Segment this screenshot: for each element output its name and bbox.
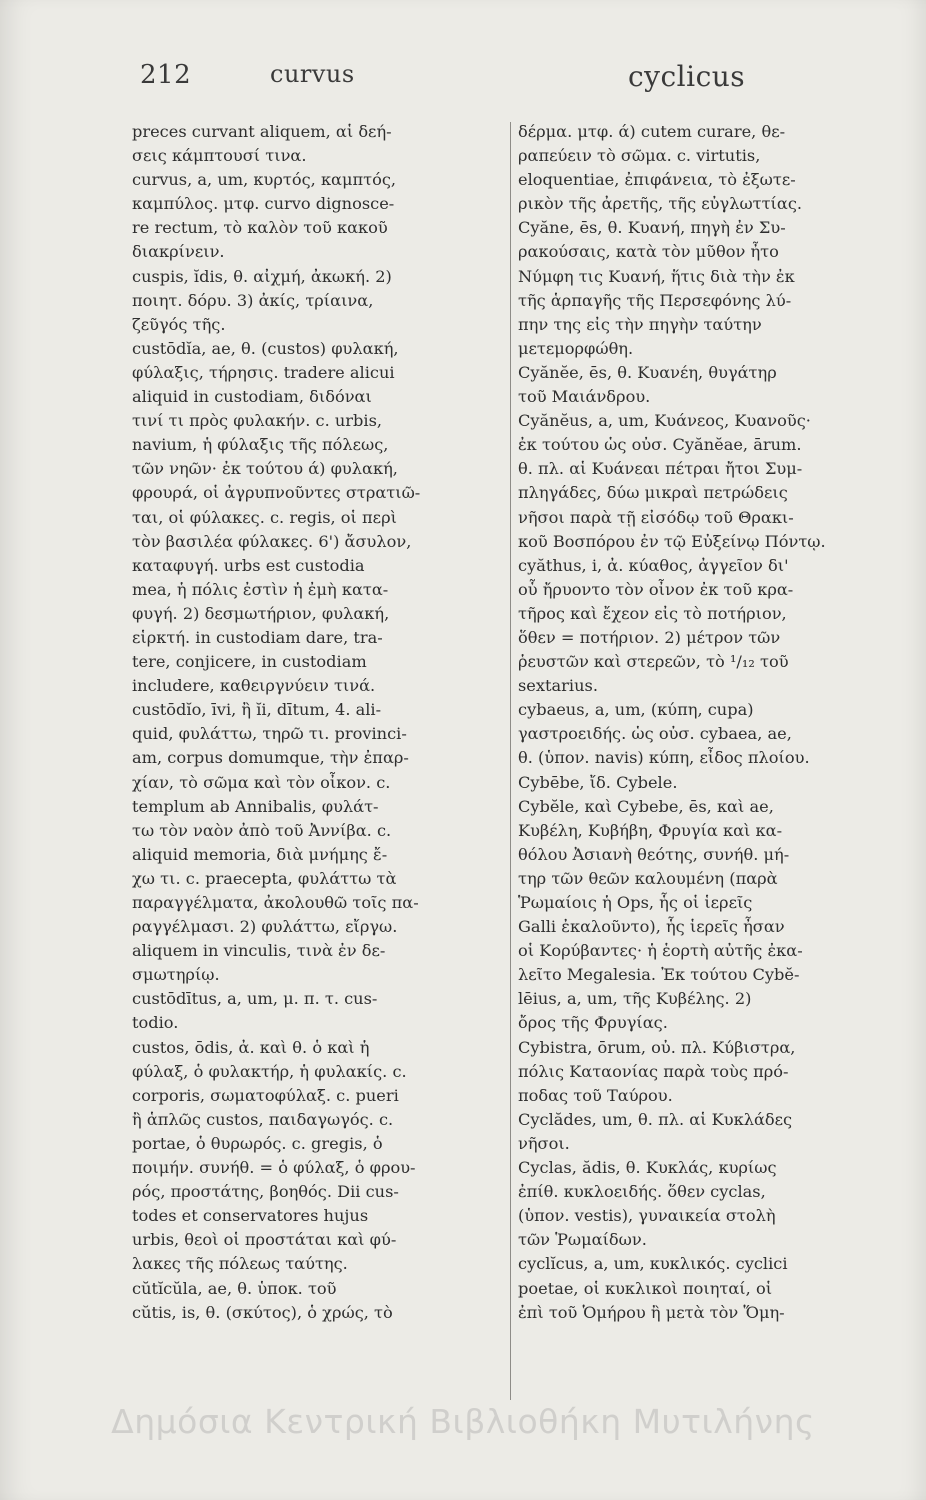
text-line: aliquem in vinculis, τινὰ ἐν δε- [132,941,386,961]
text-line: tere, conjicere, in custodiam [132,652,367,672]
text-line: eloquentiae, ἐπιφάνεια, τὸ ἐξωτε- [518,170,796,190]
text-line: νῆσοι παρὰ τῇ εἰσόδῳ τοῦ Θρακι- [518,507,794,527]
text-line: μετεμορφώθη. [518,338,634,358]
text-line: τινί τι πρὸς φυλακήν. c. urbis, [132,411,383,431]
right-column [518,120,898,1400]
text-line: καταφυγή. urbs est custodia [132,555,365,575]
text-line: custōdĭa, ae, θ. (custos) φυλακή, [132,338,399,358]
text-line: δέρμα. μτφ. ά) cutem curare, θε- [518,122,786,141]
text-line: Cybistra, ōrum, οὐ. πλ. Κύβιστρα, [518,1037,796,1057]
text-line: Cyclas, ădis, θ. Κυκλάς, κυρίως [518,1158,777,1178]
text-line: φύλαξις, τήρησις. tradere alicui [132,362,395,382]
text-line: quid, φυλάττω, τηρῶ τι. provinci- [132,724,407,744]
text-line: λεῖτο Megalesia. Ἐκ τούτου Cybĕ- [518,965,800,985]
text-line: preces curvant aliquem, αἱ δεή- [132,122,392,141]
text-line: Cybēbe, ἴδ. Cybele. [518,772,678,792]
text-line: (ὑπον. vestis), γυναικεία στολὴ [518,1206,776,1226]
text-line: πόλις Καταονίας παρὰ τοὺς πρό- [518,1061,789,1081]
text-line: cŭtis, is, θ. (σκύτος), ὁ χρώς, τὸ [132,1302,393,1322]
text-line: ραγγέλμασι. 2) φυλάττω, εἴργω. [132,917,398,937]
text-line: cybaeus, a, um, (κύπη, cupa) [518,700,754,720]
column-divider [510,122,511,1400]
text-line: ραπεύειν τὸ σῶμα. c. virtutis, [518,146,761,166]
text-line: διακρίνειν. [132,242,225,262]
text-line: θ. πλ. αἱ Κυάνεαι πέτραι ἤτοι Συμ- [518,459,803,479]
text-line: ρικὸν τῆς ἀρετῆς, τῆς εὐγλωττίας. [518,194,803,214]
text-line: custōdītus, a, um, μ. π. τ. cus- [132,989,378,1009]
text-line: re rectum, τὸ καλὸν τοῦ κακοῦ [132,218,388,238]
text-line: todio. [132,1013,179,1033]
text-line: χίαν, τὸ σῶμα καὶ τὸν οἶκον. c. [132,772,391,792]
text-line: σεις κάμπτουσί τινα. [132,146,307,166]
text-line: τῶν νηῶν· ἐκ τούτου ά) φυλακή, [132,459,398,479]
text-line: τὸν βασιλέα φύλακες. 6') ἄσυλον, [132,531,412,551]
text-line: sextarius. [518,676,598,696]
text-line: ποδας τοῦ Ταύρου. [518,1085,673,1105]
text-line: καμπύλος. μτφ. curvo dignosce- [132,194,395,214]
text-line: curvus, a, um, κυρτός, καμπτός, [132,170,397,190]
right-guide-word: cyclicus [628,60,746,93]
left-column [132,120,504,1400]
text-line: templum ab Annibalis, φυλάτ- [132,796,379,816]
text-line: φυγή. 2) δεσμωτήριον, φυλακή, [132,603,390,623]
text-line: λακες τῆς πόλεως ταύτης. [132,1254,348,1274]
text-line: Cyclădes, um, θ. πλ. αἱ Κυκλάδες [518,1109,793,1129]
text-line: τοῦ Μαιάνδρου. [518,387,651,407]
text-line: aliquid memoria, διὰ μνήμης ἔ- [132,844,388,864]
text-line: ποιητ. δόρυ. 3) ἀκίς, τρίαινα, [132,290,374,310]
text-line: ρακούσαις, κατὰ τὸν μῦθον ἦτο [518,242,779,262]
text-line: θόλου Ἀσιανὴ θεότης, συνήθ. μή- [518,844,790,864]
text-line: mea, ἡ πόλις ἐστὶν ἡ ἐμὴ κατα- [132,579,389,599]
text-line: ποιμήν. συνήθ. = ὁ φύλαξ, ὁ φρου- [132,1158,416,1178]
text-line: ὅθεν = ποτήριον. 2) μέτρον τῶν [518,627,781,647]
text-line: Cyănĕus, a, um, Κυάνεος, Κυανοῦς· [518,411,811,431]
text-line: cuspis, ĭdis, θ. αἰχμή, ἀκωκή. 2) [132,266,392,286]
text-line: includere, καθειργνύειν τινά. [132,676,376,696]
text-line: ἐκ τούτου ὡς οὐσ. Cyănĕae, ārum. [518,435,802,455]
text-line: urbis, θεοὶ οἱ προστάται καὶ φύ- [132,1230,397,1250]
text-line: custōdĭo, īvi, ἢ ĭi, dītum, 4. ali- [132,700,382,720]
text-line: ται, οἱ φύλακες. c. regis, οἱ περὶ [132,507,397,527]
text-line: τηρ τῶν θεῶν καλουμένη (παρὰ [518,868,778,888]
text-line: κοῦ Βοσπόρου ἐν τῷ Εὐξείνῳ Πόντῳ. [518,531,826,551]
text-line: γαστροειδής. ὡς οὐσ. cybaea, ae, [518,724,792,744]
page-number: 212 [140,60,192,90]
text-line: τῆρος καὶ ἔχεον εἰς τὸ ποτήριον, [518,603,787,623]
text-line: ἐπίθ. κυκλοειδής. ὅθεν cyclas, [518,1182,766,1202]
text-line: τῶν Ῥωμαίδων. [518,1230,647,1250]
left-guide-word: curvus [270,60,355,88]
text-line: lēius, a, um, τῆς Κυβέλης. 2) [518,989,752,1009]
text-line: Ῥωμαίοις ἡ Ops, ἧς οἱ ἱερεῖς [518,893,753,912]
text-line: cyclĭcus, a, um, κυκλικός. cyclici [518,1254,788,1274]
text-line: ἐπὶ τοῦ Ὁμήρου ἢ μετὰ τὸν Ὅμη- [518,1302,785,1322]
text-line: τω τὸν ναὸν ἀπὸ τοῦ Ἀννίβα. c. [132,820,392,840]
text-line: ζεῦγός τῆς. [132,314,226,334]
text-line: οἱ Κορύβαντες· ἡ ἑορτὴ αὐτῆς ἐκα- [518,941,803,961]
text-line: φρουρά, οἱ ἀγρυπνοῦντες στρατιῶ- [132,483,421,503]
library-watermark: Δημόσια Κεντρική Βιβλιοθήκη Μυτιλήνης [111,1402,815,1441]
text-line: παραγγέλματα, ἀκολουθῶ τοῖς πα- [132,893,419,912]
text-line: εἱρκτή. in custodiam dare, tra- [132,627,383,647]
text-line: Cyăne, ēs, θ. Κυανή, πηγὴ ἐν Συ- [518,218,786,238]
text-line: ὄρος τῆς Φρυγίας. [518,1013,668,1033]
text-line: todes et conservatores hujus [132,1206,369,1226]
text-line: πην της εἰς τὴν πηγὴν ταύτην [518,314,762,334]
text-line: ρός, προστάτης, βοηθός. Dii cus- [132,1182,399,1202]
text-line: ῥευστῶν καὶ στερεῶν, τὸ ¹/₁₂ τοῦ [518,652,789,672]
text-line: Cybĕle, καὶ Cybebe, ēs, καὶ ae, [518,796,774,816]
text-line: Galli ἐκαλοῦντο), ἧς ἱερεῖς ἦσαν [518,917,785,937]
text-line: custos, ōdis, ἀ. καὶ θ. ὁ καὶ ἡ [132,1037,370,1057]
text-line: cyăthus, i, ἀ. κύαθος, ἀγγεῖον δι' [518,555,789,575]
text-line: aliquid in custodiam, διδόναι [132,387,372,407]
text-line: τῆς ἁρπαγῆς τῆς Περσεφόνης λύ- [518,290,792,310]
text-line: poetae, οἱ κυκλικοὶ ποιηταί, οἱ [518,1278,773,1298]
text-line: φύλαξ, ὁ φυλακτήρ, ἡ φυλακίς. c. [132,1061,407,1081]
text-line: θ. (ὑπον. navis) κύπη, εἶδος πλοίου. [518,748,810,768]
text-line: Cyănĕe, ēs, θ. Κυανέη, θυγάτηρ [518,362,777,382]
text-line: corporis, σωματοφύλαξ. c. pueri [132,1085,399,1105]
text-line: cŭtĭcŭla, ae, θ. ὑποκ. τοῦ [132,1278,337,1298]
text-line: χω τι. c. praecepta, φυλάττω τὰ [132,868,397,888]
text-line: portae, ὁ θυρωρός. c. gregis, ὁ [132,1133,383,1153]
text-line: am, corpus domumque, τὴν ἐπαρ- [132,748,409,768]
text-line: πληγάδες, δύω μικραὶ πετρώδεις [518,483,788,503]
text-line: Νύμφη τις Κυανή, ἥτις διὰ τὴν ἐκ [518,266,795,286]
text-line: οὗ ἤρυοντο τὸν οἶνον ἐκ τοῦ κρα- [518,579,794,599]
text-line: νῆσοι. [518,1133,570,1153]
text-line: Κυβέλη, Κυβήβη, Φρυγία καὶ κα- [518,820,783,840]
text-line: ἢ ἁπλῶς custos, παιδαγωγός. c. [132,1109,394,1129]
text-line: navium, ἡ φύλαξις τῆς πόλεως, [132,435,389,455]
text-line: σμωτηρίῳ. [132,965,220,985]
